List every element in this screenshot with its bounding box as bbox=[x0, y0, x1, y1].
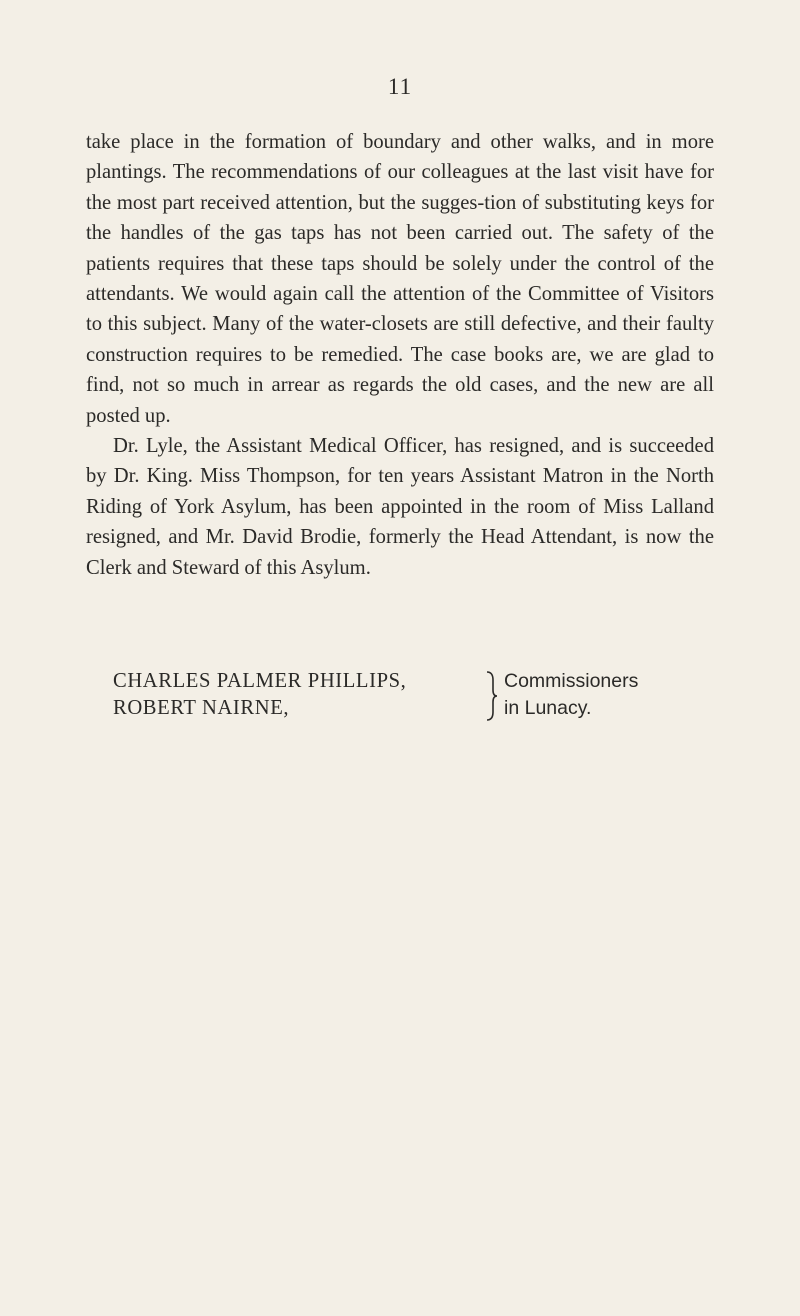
brace-icon bbox=[484, 670, 498, 722]
paragraph-staff-changes: Dr. Lyle, the Assistant Medical Officer, has resigned, and is succeeded by Dr. King. Miss Thompson, for ten years Assistant Matron in the North Riding of York Asylum, has been appointed in the room of Miss Lalland resigned, and Mr. David Brodie, formerly the Head Attendant, is now the Clerk and Steward of this Asylum. bbox=[86, 435, 714, 579]
paragraph-continuation: take place in the formation of boundary and other walks, and in more plantings. The recommendations of our colleagues at the last visit have for the most part received attention, but the sugges-tion of substituting keys for the handles of the gas taps has not been carried out. The safety of the patients requires that these taps should be solely under the control of the attendants. We would again call the attention of the Committee of Visitors to this subject. Many of the water-closets are still defective, and their faulty construction requires to be remedied. The case books are, we are glad to find, not so much in arrear as regards the old cases, and the new are all posted up. bbox=[86, 131, 714, 427]
signatory-title bbox=[504, 668, 638, 722]
signatory-title-line: in Lunacy. bbox=[504, 697, 592, 719]
page-number: 11 bbox=[387, 74, 413, 99]
signatory-names bbox=[113, 668, 406, 722]
signatory-name: CHARLES PALMER PHILLIPS, bbox=[113, 670, 407, 692]
signature-block bbox=[113, 668, 718, 732]
body-text bbox=[86, 127, 714, 583]
signatory-title-line: Commissioners bbox=[504, 670, 639, 692]
signatory-name: ROBERT NAIRNE, bbox=[113, 697, 290, 719]
